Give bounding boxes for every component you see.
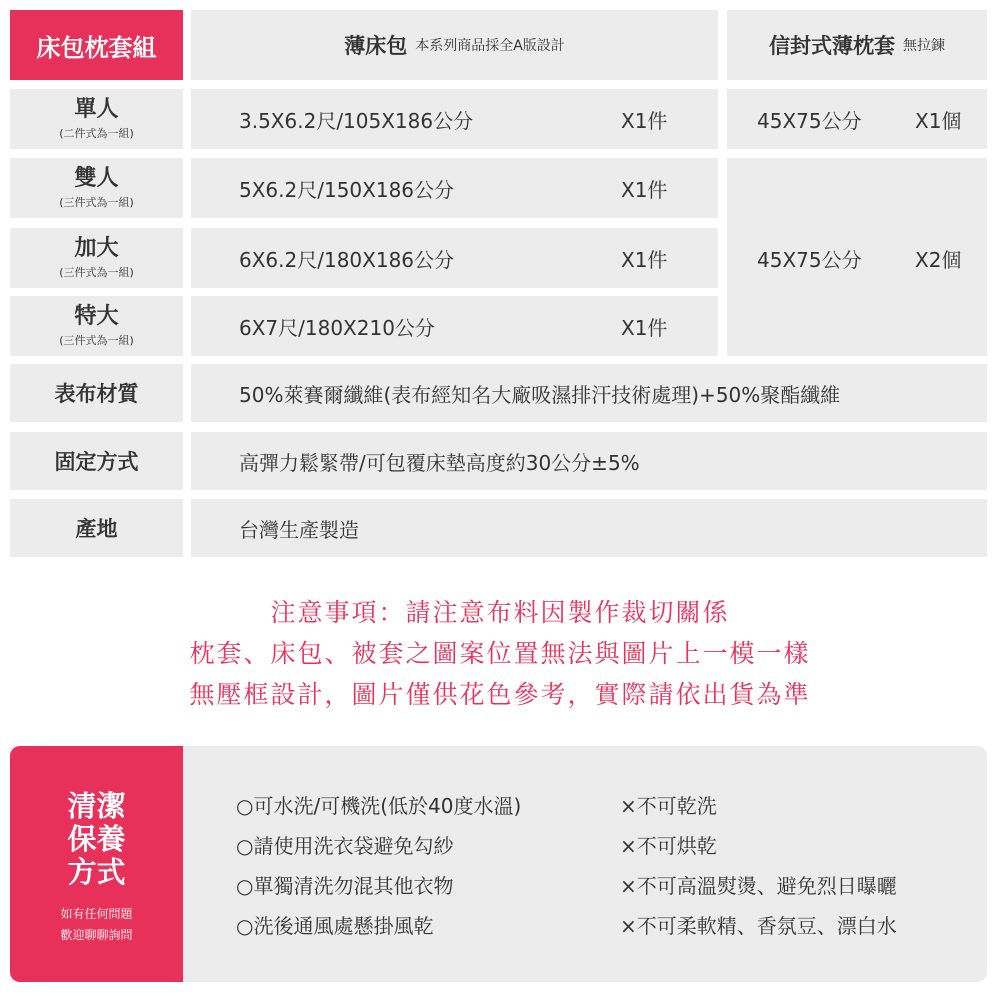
bedsheet-qty: X1件 (621, 108, 668, 133)
bedsheet-cell-king (191, 296, 718, 356)
bedsheet-qty: X1件 (621, 315, 668, 340)
pillow-qty: X1個 (915, 108, 962, 133)
notice-line-3: 無壓框設計，圖片僅供花色參考，實際請依出貨為準 (189, 680, 811, 709)
bedsheet-size: 6X7尺/180X210公分 (239, 315, 435, 340)
spec-text: 台灣生產製造 (239, 517, 359, 542)
bedsheet-qty: X1件 (621, 247, 668, 272)
care-cannot-item: ×不可烘乾 (620, 834, 717, 858)
size-label-king (10, 296, 183, 356)
spec-value-material (191, 364, 987, 422)
size-name: 雙人 (74, 166, 119, 191)
bedsheet-header (191, 10, 718, 80)
bedsheet-note: 本系列商品採全A版設計 (415, 38, 565, 54)
pillow-size: 45X75公分 (757, 108, 862, 133)
care-sub-line: 歡迎聊聊詢問 (60, 928, 133, 942)
care-sub-line: 如有任何問題 (60, 907, 133, 921)
bedsheet-size: 6X6.2尺/180X186公分 (239, 247, 455, 272)
pillow-cell-single (727, 89, 987, 149)
bedsheet-cell-queen (191, 228, 718, 288)
size-name: 加大 (74, 236, 119, 261)
bedsheet-title: 薄床包 (344, 34, 408, 58)
pillow-note: 無拉鍊 (903, 38, 945, 54)
care-can-item: ○洗後通風處懸掛風乾 (236, 914, 434, 938)
pillow-cell-multi (727, 158, 987, 356)
spec-value-fixing (191, 432, 987, 490)
care-cannot-item: ×不可柔軟精、香氛豆、漂白水 (620, 914, 897, 938)
bedsheet-qty: X1件 (621, 177, 668, 202)
notice-line-1: 注意事項：請注意布料因製作裁切關係 (270, 598, 730, 627)
spec-label-fixing: 固定方式 (10, 432, 183, 490)
pillow-size: 45X75公分 (757, 247, 862, 272)
care-title-line: 保養 (67, 822, 126, 856)
size-label-queen (10, 228, 183, 288)
spec-text: 50%萊賽爾纖維(表布經知名大廠吸濕排汗技術處理)+50%聚酯纖維 (239, 382, 841, 407)
bedsheet-cell-single (191, 89, 718, 149)
care-cannot-item: ×不可高溫熨燙、避免烈日曝曬 (620, 874, 897, 898)
notice-line-2: 枕套、床包、被套之圖案位置無法與圖片上一模一樣 (189, 639, 811, 668)
pillow-title: 信封式薄枕套 (769, 34, 895, 58)
bedsheet-size: 5X6.2尺/150X186公分 (239, 177, 455, 202)
pillow-qty: X2個 (915, 247, 962, 272)
pillow-header (727, 10, 987, 80)
spec-label-origin: 產地 (10, 499, 183, 557)
bedsheet-cell-double (191, 158, 718, 218)
table-title: 床包枕套組 (10, 10, 183, 80)
care-header (10, 746, 183, 982)
care-can-item: ○單獨清洗勿混其他衣物 (236, 874, 454, 898)
size-sub: (三件式為一組) (59, 266, 134, 279)
size-name: 特大 (74, 304, 119, 329)
size-name: 單人 (74, 97, 119, 122)
spec-value-origin (191, 499, 987, 557)
spec-text: 高彈力鬆緊帶/可包覆床墊高度約30公分±5% (239, 450, 640, 475)
care-can-item: ○可水洗/可機洗(低於40度水溫) (236, 794, 522, 818)
care-title-line: 清潔 (67, 789, 126, 823)
size-label-double (10, 158, 183, 218)
care-title-line: 方式 (67, 855, 126, 889)
care-cannot-item: ×不可乾洗 (620, 794, 717, 818)
size-sub: (三件式為一組) (59, 334, 134, 347)
size-sub: (三件式為一組) (59, 196, 134, 209)
size-label-single (10, 89, 183, 149)
size-sub: (二件式為一組) (59, 127, 134, 140)
spec-label-material: 表布材質 (10, 364, 183, 422)
bedsheet-size: 3.5X6.2尺/105X186公分 (239, 108, 474, 133)
care-can-item: ○請使用洗衣袋避免勾紗 (236, 834, 454, 858)
